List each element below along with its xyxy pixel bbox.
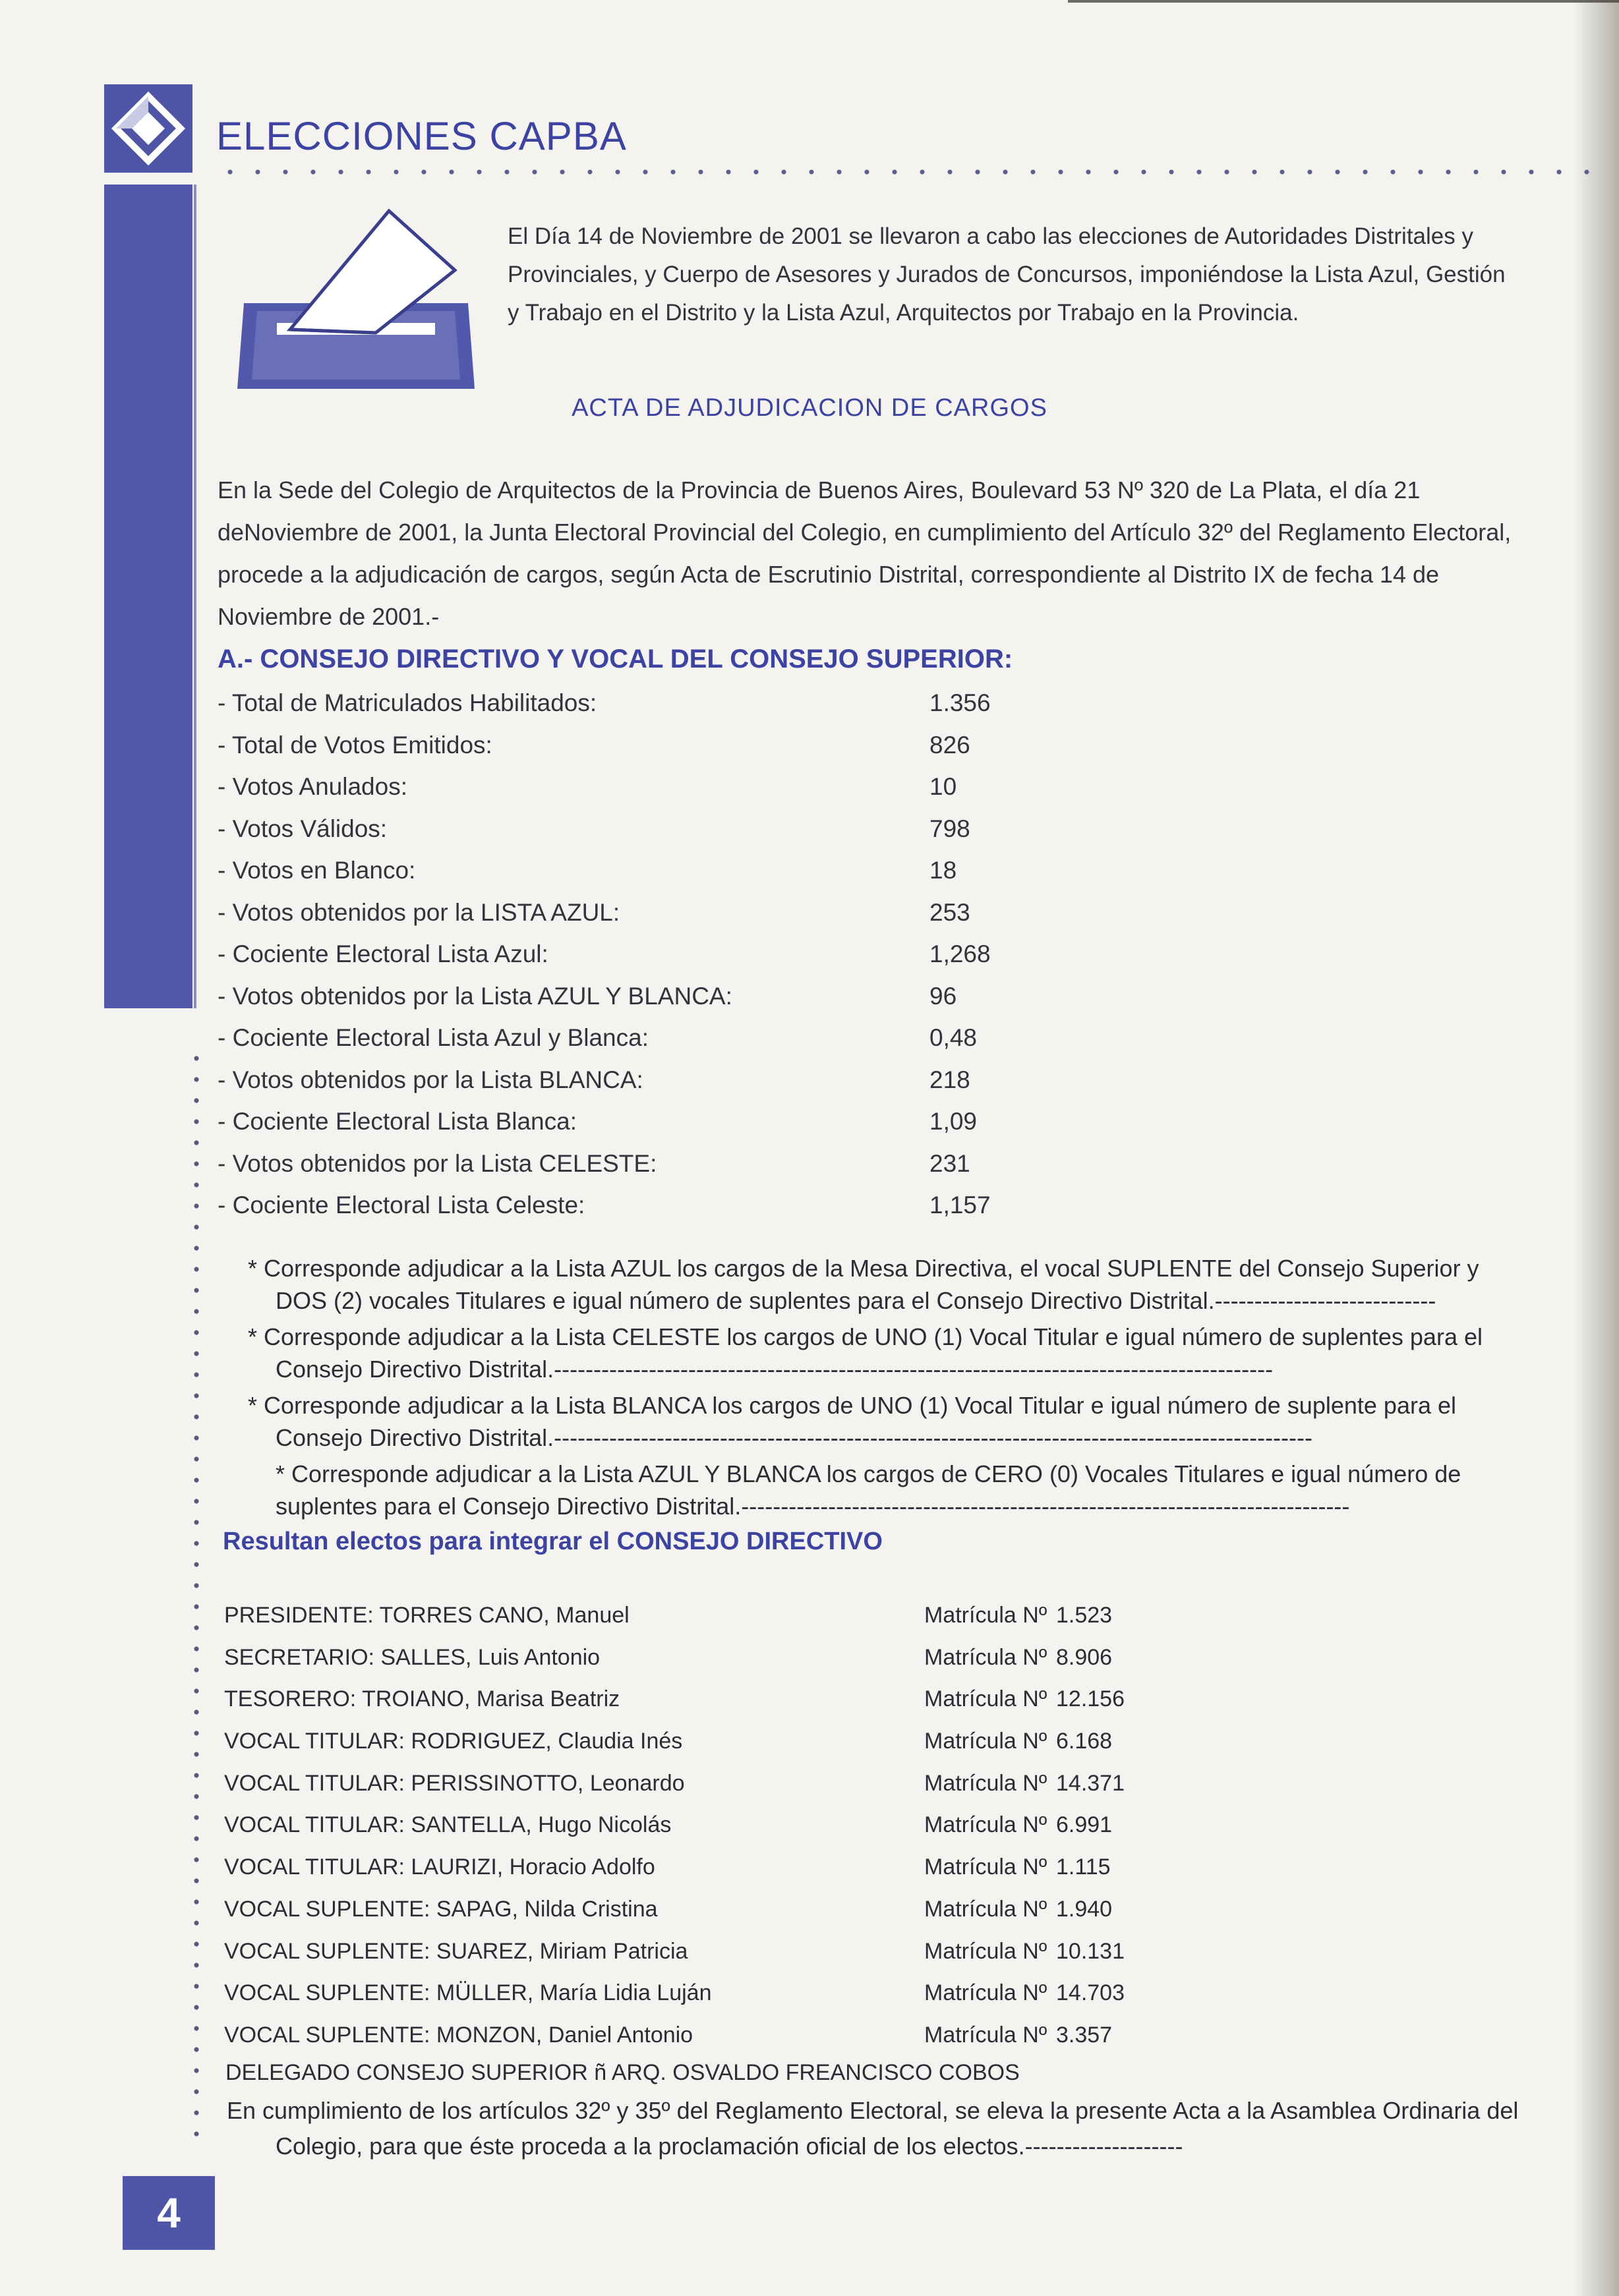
note-item: * Corresponde adjudicar a la Lista BLANCA los cargos de UNO (1) Vocal Titular e igual número de suplente para el Consejo Directivo Distrital.------------------------------------------------------------------------------------------------ — [248, 1392, 1456, 1451]
stat-value: 18 — [929, 857, 957, 884]
member-row — [224, 1595, 1213, 1637]
stat-value: 253 — [929, 898, 970, 926]
matricula-number: 1.115 — [1056, 1854, 1111, 1880]
member-role: VOCAL TITULAR: LAURIZI, Horacio Adolfo — [224, 1854, 655, 1880]
stat-row — [218, 766, 1074, 808]
stat-row — [218, 1017, 1074, 1059]
stat-label: - Votos obtenidos por la LISTA AZUL: — [218, 898, 620, 926]
stat-value: 0,48 — [929, 1024, 978, 1051]
stat-row — [218, 1101, 1074, 1143]
stat-label: - Votos Anulados: — [218, 773, 407, 800]
member-role: VOCAL SUPLENTE: MÜLLER, María Lidia Luján — [224, 1980, 712, 2006]
matricula-label: Matrícula Nº — [924, 1686, 1047, 1712]
note-item: * Corresponde adjudicar a la Lista AZUL los cargos de la Mesa Directiva, el vocal SUPLENTE del Consejo Superior y DOS (2) vocales Titulares e igual número de suplentes para el Consejo Directivo Distrital.---------------------------- — [248, 1255, 1479, 1314]
stat-row — [218, 933, 1074, 975]
stat-row — [218, 724, 1074, 766]
stat-value: 218 — [929, 1066, 970, 1093]
stat-label: - Total de Votos Emitidos: — [218, 731, 492, 759]
page-number: 4 — [123, 2176, 215, 2250]
matricula-label: Matrícula Nº — [924, 1770, 1047, 1796]
side-accent-line — [194, 185, 196, 1008]
stat-value: 798 — [929, 815, 970, 842]
member-row — [224, 1889, 1213, 1931]
closing-paragraph: En cumplimiento de los artículos 32º y 35º del Reglamento Electoral, se eleva la presente Acta a la Asamblea Ordinaria del Colegio, para que éste proceda a la proclamación oficial de los electos.-------------------- — [227, 2097, 1519, 2160]
stat-label: - Votos obtenidos por la Lista AZUL Y BLANCA: — [218, 982, 732, 1010]
matricula-number: 12.156 — [1056, 1686, 1125, 1712]
stat-value: 826 — [929, 731, 970, 759]
stat-row — [218, 682, 1074, 724]
stat-value: 231 — [929, 1149, 970, 1177]
stat-row — [218, 1184, 1074, 1226]
stat-value: 96 — [929, 982, 957, 1010]
page-binding-shadow — [1573, 0, 1619, 2296]
stat-label: - Votos en Blanco: — [218, 857, 416, 884]
member-row — [224, 1679, 1213, 1721]
stat-value: 1.356 — [929, 689, 991, 716]
member-role: VOCAL SUPLENTE: SUAREZ, Miriam Patricia — [224, 1938, 688, 1964]
stat-row — [218, 849, 1074, 892]
member-row — [224, 1931, 1213, 1973]
stat-label: - Votos Válidos: — [218, 815, 388, 842]
member-role: VOCAL TITULAR: PERISSINOTTO, Leonardo — [224, 1770, 685, 1796]
matricula-label: Matrícula Nº — [924, 1938, 1047, 1964]
stat-label: - Cociente Electoral Lista Azul y Blanca: — [218, 1024, 649, 1051]
section-a-title: A.- CONSEJO DIRECTIVO Y VOCAL DEL CONSEJO SUPERIOR: — [218, 645, 1013, 674]
stat-label: - Total de Matriculados Habilitados: — [218, 689, 597, 716]
matricula-number: 1.523 — [1056, 1603, 1113, 1628]
stat-value: 1,09 — [929, 1108, 978, 1135]
brand-title: ELECCIONES CAPBA — [216, 114, 627, 158]
intro-paragraph: El Día 14 de Noviembre de 2001 se llevaron a cabo las elecciones de Autoridades Distritales y Provinciales, y Cuerpo de Asesores y Jurados de Concursos, imponiéndose la Lista Azul, Gestión y Trabajo en el Distrito y la Lista Azul, Arquitectos por Trabajo en la Provincia. — [508, 223, 1506, 326]
stat-value: 1,157 — [929, 1191, 991, 1219]
vote-stats-list — [218, 682, 1074, 1226]
stat-value: 10 — [929, 773, 957, 800]
stat-row — [218, 892, 1074, 934]
top-edge-rule — [1068, 0, 1619, 3]
matricula-label: Matrícula Nº — [924, 1980, 1047, 2006]
member-role: TESORERO: TROIANO, Marisa Beatriz — [224, 1686, 620, 1712]
stat-value: 1,268 — [929, 940, 991, 967]
matricula-number: 3.357 — [1056, 2022, 1113, 2048]
matricula-number: 14.371 — [1056, 1770, 1125, 1796]
matricula-label: Matrícula Nº — [924, 1603, 1047, 1628]
member-role: PRESIDENTE: TORRES CANO, Manuel — [224, 1603, 630, 1628]
matricula-label: Matrícula Nº — [924, 1812, 1047, 1838]
matricula-number: 14.703 — [1056, 1980, 1125, 2006]
capba-logo — [104, 84, 192, 173]
stat-label: - Cociente Electoral Lista Azul: — [218, 940, 548, 967]
stat-label: - Cociente Electoral Lista Blanca: — [218, 1108, 577, 1135]
member-row — [224, 1804, 1213, 1847]
member-row — [224, 1637, 1213, 1679]
member-role: VOCAL TITULAR: SANTELLA, Hugo Nicolás — [224, 1812, 672, 1838]
matricula-number: 6.991 — [1056, 1812, 1113, 1838]
member-row — [224, 2015, 1213, 2057]
note-item: * Corresponde adjudicar a la Lista AZUL Y BLANCA los cargos de CERO (0) Vocales Titulares e igual número de suplentes para el Consejo Directivo Distrital.----------------------------------------------------------------------------- — [276, 1460, 1461, 1520]
elected-members-list — [224, 1595, 1213, 2057]
matricula-label: Matrícula Nº — [924, 1729, 1047, 1754]
stat-label: - Votos obtenidos por la Lista CELESTE: — [218, 1149, 657, 1177]
matricula-label: Matrícula Nº — [924, 1644, 1047, 1670]
matricula-number: 10.131 — [1056, 1938, 1125, 1964]
matricula-label: Matrícula Nº — [924, 1854, 1047, 1880]
member-role: SECRETARIO: SALLES, Luis Antonio — [224, 1644, 601, 1670]
matricula-number: 8.906 — [1056, 1644, 1113, 1670]
side-dotted-rule — [194, 1048, 199, 2142]
member-row — [224, 1972, 1213, 2015]
dotted-divider — [216, 169, 1607, 175]
stat-label: - Cociente Electoral Lista Celeste: — [218, 1191, 585, 1219]
electos-title: Resultan electos para integrar el CONSEJO DIRECTIVO — [223, 1528, 883, 1555]
member-role: VOCAL SUPLENTE: MONZON, Daniel Antonio — [224, 2022, 693, 2048]
stat-label: - Votos obtenidos por la Lista BLANCA: — [218, 1066, 643, 1093]
capba-logo-icon — [104, 84, 192, 173]
acta-body: En la Sede del Colegio de Arquitectos de la Provincia de Buenos Aires, Boulevard 53 Nº 320 de La Plata, el día 21 deNoviembre de 2001, la Junta Electoral Provincial del Colegio, en cumplimiento del Artículo 32º del Reglamento Electoral, procede a la adjudicación de cargos, según Acta de Escrutinio Distrital, correspondiente al Distrito IX de fecha 14 de Noviembre de 2001.- — [218, 476, 1512, 630]
acta-title: ACTA DE ADJUDICACION DE CARGOS — [572, 394, 1047, 422]
member-row — [224, 1721, 1213, 1763]
stat-row — [218, 1143, 1074, 1185]
matricula-number: 6.168 — [1056, 1729, 1113, 1754]
delegado-line: DELEGADO CONSEJO SUPERIOR ñ ARQ. OSVALDO FREANCISCO COBOS — [225, 2060, 1020, 2085]
stat-row — [218, 1059, 1074, 1101]
matricula-label: Matrícula Nº — [924, 2022, 1047, 2048]
member-role: VOCAL SUPLENTE: SAPAG, Nilda Cristina — [224, 1896, 658, 1922]
stat-row — [218, 808, 1074, 850]
member-role: VOCAL TITULAR: RODRIGUEZ, Claudia Inés — [224, 1729, 683, 1754]
ballot-box-icon — [237, 191, 475, 389]
member-row — [224, 1847, 1213, 1889]
side-accent-bar — [104, 185, 192, 1008]
matricula-number: 1.940 — [1056, 1896, 1113, 1922]
member-row — [224, 1763, 1213, 1805]
adjudication-notes — [223, 1252, 1515, 1526]
stat-row — [218, 975, 1074, 1018]
note-item: * Corresponde adjudicar a la Lista CELESTE los cargos de UNO (1) Vocal Titular e igual número de suplentes para el Consejo Directivo Distrital.------------------------------------------------------------------------------------------- — [248, 1323, 1483, 1383]
matricula-label: Matrícula Nº — [924, 1896, 1047, 1922]
